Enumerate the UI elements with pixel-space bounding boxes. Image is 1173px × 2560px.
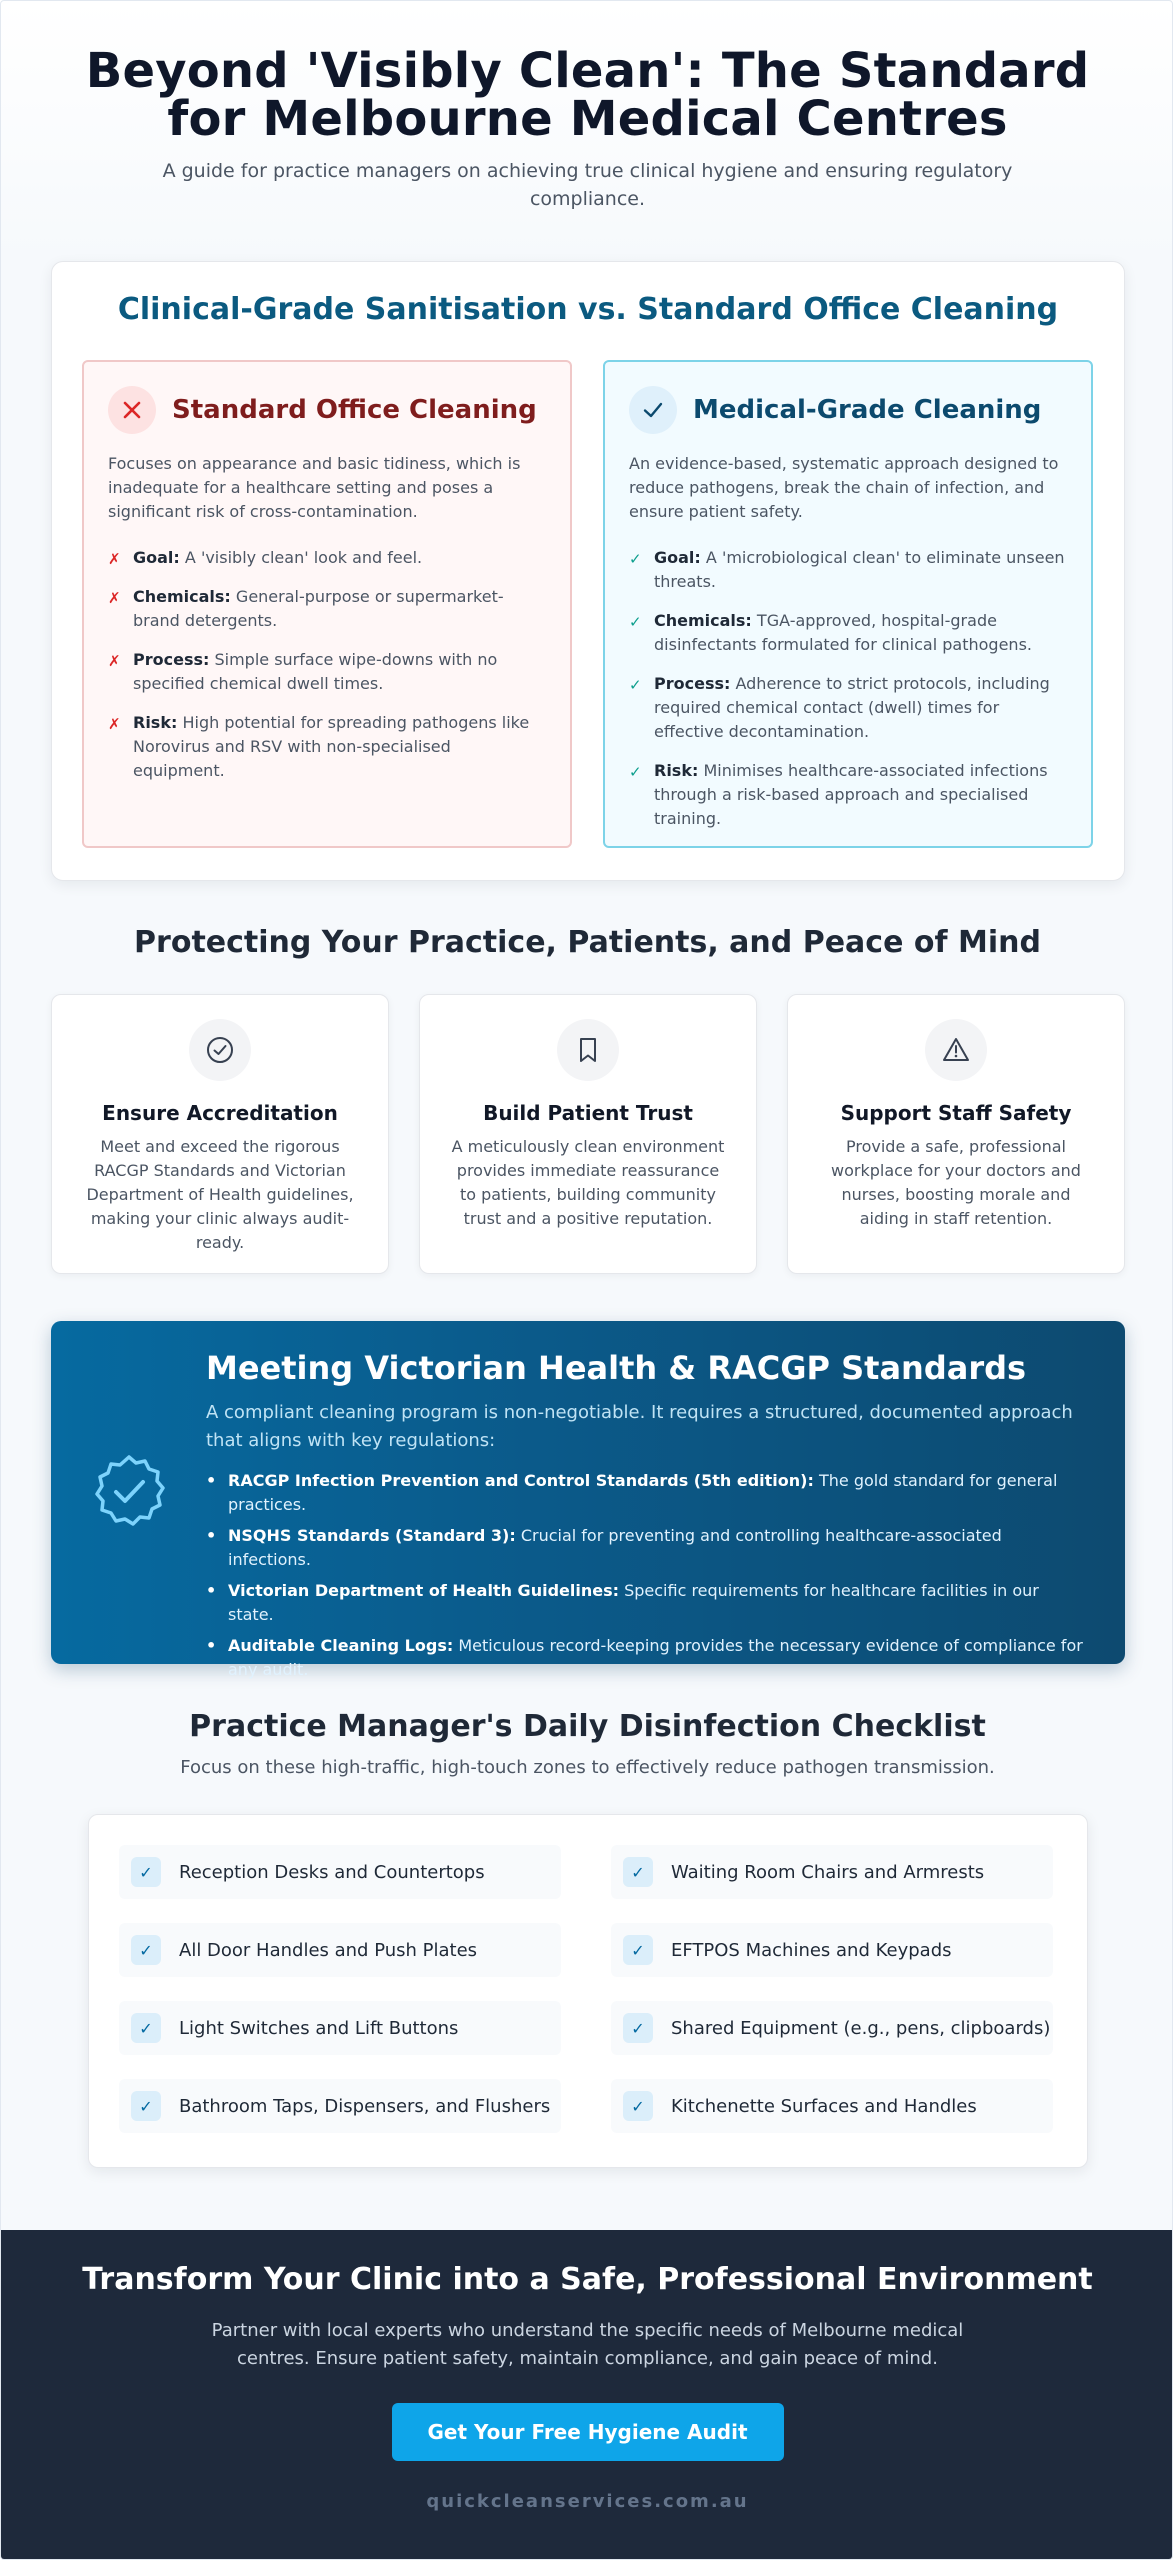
standard-cleaning-column (82, 360, 572, 848)
point-text: Adherence to strict protocols, including required chemical contact (dwell) times for effective decontamination. (654, 674, 1050, 741)
checklist-item-label: Kitchenette Surfaces and Handles (671, 2095, 977, 2117)
point-text: A 'microbiological clean' to eliminate unseen threats. (654, 548, 1065, 591)
standard-label: Victorian Department of Health Guidelines: (228, 1581, 619, 1600)
medical-cleaning-column (603, 360, 1093, 848)
checklist-item-label: All Door Handles and Push Plates (179, 1939, 478, 1961)
medical-cleaning-heading: Medical-Grade Cleaning (693, 395, 1042, 425)
check-circle-icon (189, 1019, 251, 1081)
website-link[interactable]: quickcleanservices.com.au (426, 2491, 749, 2512)
badge-check-icon (89, 1451, 169, 1531)
point-label: Chemicals: (133, 587, 231, 606)
standard-cleaning-points (108, 546, 546, 783)
point-text: A 'visibly clean' look and feel. (184, 548, 423, 567)
list-item (629, 759, 1067, 831)
checkbox-checked-icon: ✓ (623, 1857, 653, 1887)
point-label: Process: (133, 650, 210, 669)
x-icon (108, 386, 156, 434)
standards-banner (51, 1321, 1125, 1679)
list-item (108, 648, 546, 696)
list-item (108, 546, 546, 570)
checkbox-checked-icon: ✓ (131, 2091, 161, 2121)
standard-text: Crucial for preventing and controlling healthcare-associated infections. (228, 1526, 1002, 1569)
checkbox-checked-icon: ✓ (623, 1935, 653, 1965)
standards-body (206, 1349, 1086, 1689)
standard-cleaning-header (108, 386, 546, 434)
checklist-item-label: Bathroom Taps, Dispensers, and Flushers (179, 2095, 551, 2117)
list-item (629, 609, 1067, 657)
page-title: Beyond 'Visibly Clean': The Standard for Melbourne Medical Centres (85, 43, 1090, 147)
check-mark-icon: ✓ (629, 676, 642, 694)
standard-cleaning-description: Focuses on appearance and basic tidiness, which is inadequate for a healthcare setting and poses a significant risk of cross-contamination. (108, 454, 521, 521)
standards-title: Meeting Victorian Health & RACGP Standards (206, 1349, 1027, 1387)
list-item (108, 585, 546, 633)
point-text: TGA-approved, hospital-grade disinfectants formulated for clinical pathogens. (654, 611, 1032, 654)
check-mark-icon: ✓ (629, 763, 642, 781)
point-text: General-purpose or supermarket-brand detergents. (133, 587, 504, 630)
checklist-item (611, 2079, 1053, 2133)
benefit-text: Provide a safe, professional workplace for your doctors and nurses, boosting morale and aiding in staff retention. (831, 1137, 1081, 1228)
benefits-title: Protecting Your Practice, Patients, and Peace of Mind (134, 925, 1041, 960)
cross-mark-icon: ✗ (108, 715, 121, 733)
point-text: Simple surface wipe-downs with no specified chemical dwell times. (133, 650, 498, 693)
benefit-title: Build Patient Trust (483, 1101, 693, 1125)
warning-icon (925, 1019, 987, 1081)
cta-title: Transform Your Clinic into a Safe, Professional Environment (82, 2262, 1093, 2297)
comparison-card (51, 261, 1125, 881)
checklist-item (611, 2001, 1053, 2055)
checklist-item-label: Shared Equipment (e.g., pens, clipboards) (671, 2017, 1051, 2039)
checklist-title: Practice Manager's Daily Disinfection Checklist (189, 1709, 986, 1744)
checklist-item (119, 1923, 561, 1977)
list-item (206, 1579, 1086, 1627)
checklist-item-label: EFTPOS Machines and Keypads (671, 1939, 952, 1961)
list-item (206, 1469, 1086, 1517)
point-label: Goal: (654, 548, 701, 567)
checklist-item (611, 1845, 1053, 1899)
page-subtitle: A guide for practice managers on achieving true clinical hygiene and ensuring regulatory compliance. (162, 160, 1013, 210)
point-label: Risk: (654, 761, 699, 780)
cross-mark-icon: ✗ (108, 550, 121, 568)
checkbox-checked-icon: ✓ (623, 2091, 653, 2121)
list-item (206, 1524, 1086, 1572)
checklist-item-label: Light Switches and Lift Buttons (179, 2017, 459, 2039)
list-item (629, 546, 1067, 594)
checkbox-checked-icon: ✓ (131, 2013, 161, 2043)
checklist-item (611, 1923, 1053, 1977)
benefit-title: Ensure Accreditation (102, 1101, 338, 1125)
check-mark-icon: ✓ (629, 550, 642, 568)
standard-text: Specific requirements for healthcare facilities in our state. (228, 1581, 1039, 1624)
benefit-text: Meet and exceed the rigorous RACGP Standards and Victorian Department of Health guidelines, making your clinic always audit-ready. (86, 1137, 354, 1252)
benefit-text: A meticulously clean environment provides immediate reassurance to patients, building community trust and a positive reputation. (451, 1137, 725, 1228)
standard-label: NSQHS Standards (Standard 3): (228, 1526, 516, 1545)
point-label: Goal: (133, 548, 180, 567)
checklist-subtitle: Focus on these high-traffic, high-touch zones to effectively reduce pathogen transmission. (180, 1757, 995, 1778)
standards-lead: A compliant cleaning program is non-negotiable. It requires a structured, documented approach that aligns with key regulations: (206, 1402, 1073, 1451)
check-mark-icon: ✓ (629, 613, 642, 631)
cross-mark-icon: ✗ (108, 652, 121, 670)
check-icon (629, 386, 677, 434)
standard-label: Auditable Cleaning Logs: (228, 1636, 454, 1655)
standard-label: RACGP Infection Prevention and Control Standards (5th edition): (228, 1471, 814, 1490)
standard-text: The gold standard for general practices. (228, 1471, 1058, 1514)
list-item (206, 1634, 1086, 1682)
point-label: Chemicals: (654, 611, 752, 630)
standard-text: Meticulous record-keeping provides the necessary evidence of compliance for any audit. (228, 1636, 1083, 1679)
checklist-item (119, 2001, 561, 2055)
checklist-card (88, 1814, 1088, 2168)
medical-cleaning-points (629, 546, 1067, 831)
checkbox-checked-icon: ✓ (131, 1857, 161, 1887)
comparison-title: Clinical-Grade Sanitisation vs. Standard Office Cleaning (117, 292, 1059, 327)
cta-footer (1, 2230, 1173, 2560)
checklist-item (119, 1845, 561, 1899)
bookmark-icon (557, 1019, 619, 1081)
point-label: Process: (654, 674, 731, 693)
checkbox-checked-icon: ✓ (131, 1935, 161, 1965)
list-item (629, 672, 1067, 744)
checklist-item-label: Reception Desks and Countertops (179, 1861, 485, 1883)
hero (1, 43, 1173, 213)
checklist-item (119, 2079, 561, 2133)
point-label: Risk: (133, 713, 178, 732)
benefit-card-patient-trust (419, 994, 757, 1274)
point-text: Minimises healthcare-associated infections through a risk-based approach and specialised training. (654, 761, 1048, 828)
cta-text: Partner with local experts who understand the specific needs of Melbourne medical centres. Ensure patient safety, maintain compliance, and gain peace of mind. (211, 2320, 964, 2369)
medical-cleaning-description: An evidence-based, systematic approach designed to reduce pathogens, break the chain of infection, and ensure patient safety. (629, 454, 1059, 521)
checklist-item-label: Waiting Room Chairs and Armrests (671, 1861, 985, 1883)
medical-cleaning-header (629, 386, 1067, 434)
free-hygiene-audit-button[interactable]: Get Your Free Hygiene Audit (392, 2403, 784, 2461)
benefit-card-accreditation (51, 994, 389, 1274)
benefit-card-staff-safety (787, 994, 1125, 1274)
cross-mark-icon: ✗ (108, 589, 121, 607)
standard-cleaning-heading: Standard Office Cleaning (172, 395, 537, 425)
list-item (108, 711, 546, 783)
checkbox-checked-icon: ✓ (623, 2013, 653, 2043)
point-text: High potential for spreading pathogens like Norovirus and RSV with non-specialised equipment. (133, 713, 530, 780)
benefit-title: Support Staff Safety (840, 1101, 1072, 1125)
standards-list (206, 1469, 1086, 1682)
